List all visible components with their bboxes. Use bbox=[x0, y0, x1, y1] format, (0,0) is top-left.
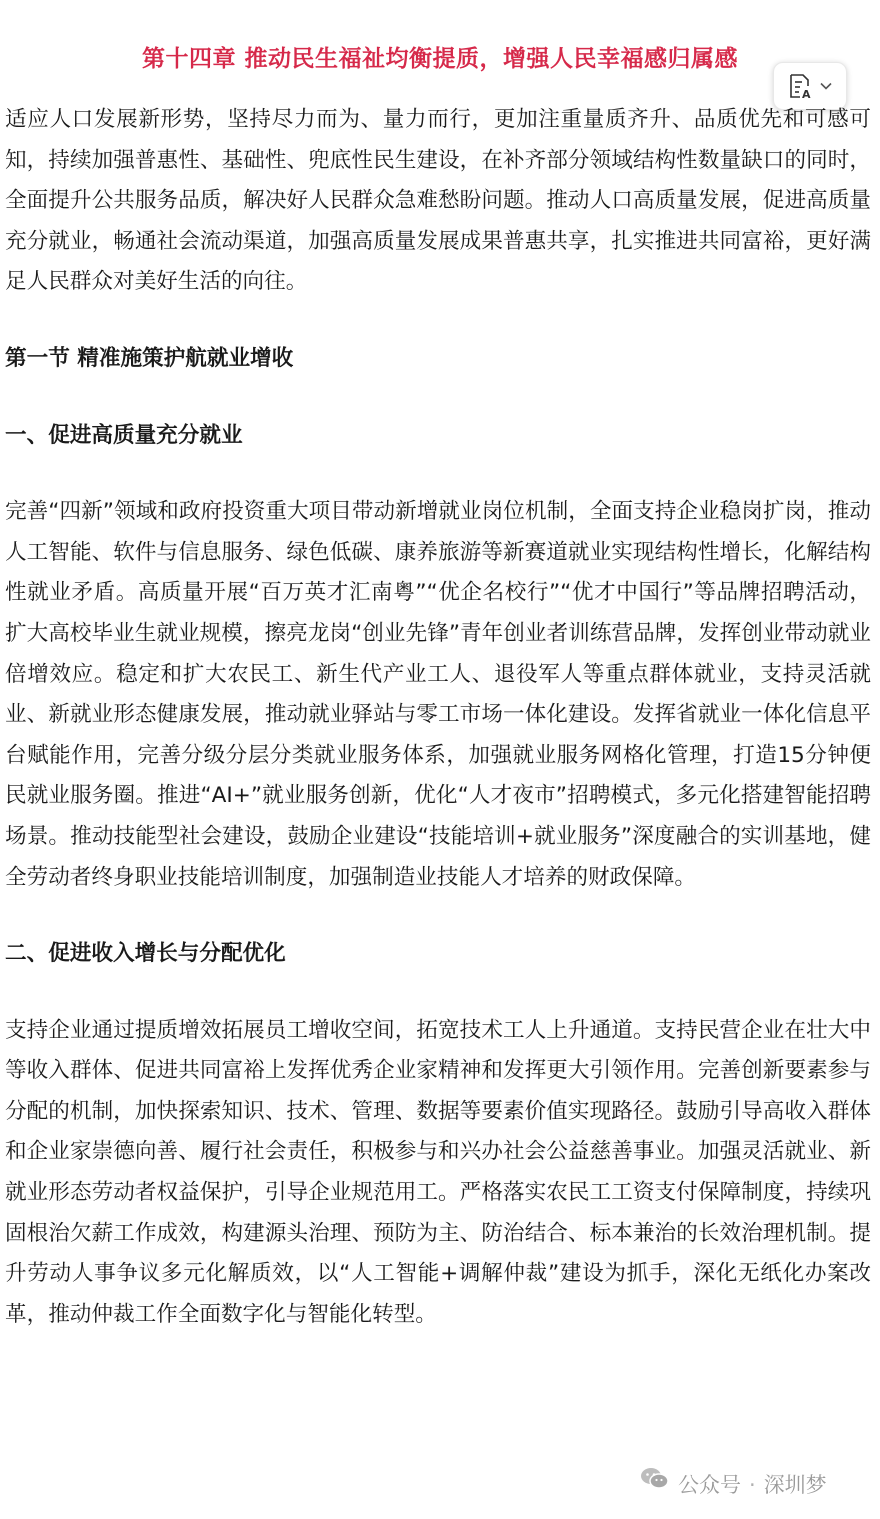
chapter-title: 第十四章 推动民生福祉均衡提质，增强人民幸福感归属感 bbox=[141, 46, 738, 73]
income-paragraph: 支持企业通过提质增效拓展员工增收空间，拓宽技术工人上升通道。支持民营企业在壮大中等收入群体、促进共同富裕上发挥优秀企业家精神和发挥更大引领作用。完善创新要素参与分配的机制，加快探索知识、技术、管理、数据等要素价值实现路径。鼓励引导高收入群体和企业家崇德向善、履行社会责任，积极参与和兴办社会公益慈善事业。加强灵活就业、新就业形态劳动者权益保护，引导企业规范用工。严格落实农民工工资支付保障制度，持续巩固根治欠薪工作成效，构建源头治理、预防为主、防治结合、标本兼治的长效治理机制。提升劳动人事争议多元化解质效，以“人工智能+调解仲裁”建设为抓手，深化无纸化办案改革，推动仲裁工作全面数字化与智能化转型。 bbox=[5, 1017, 871, 1327]
subsection-title-employment: 一、促进高质量充分就业 bbox=[5, 422, 243, 448]
watermark bbox=[640, 1466, 827, 1503]
section-title: 第一节 精准施策护航就业增收 bbox=[5, 345, 294, 371]
svg-text:A: A bbox=[802, 88, 811, 100]
chapter-intro-paragraph: 适应人口发展新形势，坚持尽力而为、量力而行，更加注重量质齐升、品质优先和可感可知，持续加强普惠性、基础性、兜底性民生建设，在补齐部分领域结构性数量缺口的同时，全面提升公共服务品质，解决好人民群众急难愁盼问题。推动人口高质量发展，促进高质量充分就业，畅通社会流动渠道，加强高质量发展成果普惠共享，扎实推进共同富裕，更好满足人民群众对美好生活的向往。 bbox=[5, 107, 871, 295]
employment-paragraph: 完善“四新”领域和政府投资重大项目带动新增就业岗位机制，全面支持企业稳岗扩岗，推动人工智能、软件与信息服务、绿色低碳、康养旅游等新赛道就业实现结构性增长，化解结构性就业矛盾。高质量开展“百万英才汇南粤”“优企名校行”“优才中国行”等品牌招聘活动，扩大高校毕业生就业规模，擦亮龙岗“创业先锋”青年创业者训练营品牌，发挥创业带动就业倍增效应。稳定和扩大农民工、新生代产业工人、退役军人等重点群体就业，支持灵活就业、新就业形态健康发展，推动就业驿站与零工市场一体化建设。发挥省就业一体化信息平台赋能作用，完善分级分层分类就业服务体系，加强就业服务网格化管理，打造15分钟便民就业服务圈。推进“AI+”就业服务创新，优化“人才夜市”招聘模式，多元化搭建智能招聘场景。推动技能型社会建设，鼓励企业建设“技能培训+就业服务”深度融合的实训基地，健全劳动者终身职业技能培训制度，加强制造业技能人才培养的财政保障。 bbox=[5, 499, 871, 890]
wechat-icon bbox=[640, 1466, 670, 1503]
chevron-down-icon bbox=[820, 82, 832, 90]
subsection-title-income: 二、促进收入增长与分配优化 bbox=[5, 941, 286, 967]
watermark-separator: · bbox=[749, 1472, 756, 1497]
watermark-channel: 公众号 bbox=[678, 1472, 741, 1497]
article-body bbox=[5, 100, 871, 1335]
watermark-author: 深圳梦 bbox=[763, 1472, 827, 1497]
document-translate-icon bbox=[788, 72, 814, 100]
